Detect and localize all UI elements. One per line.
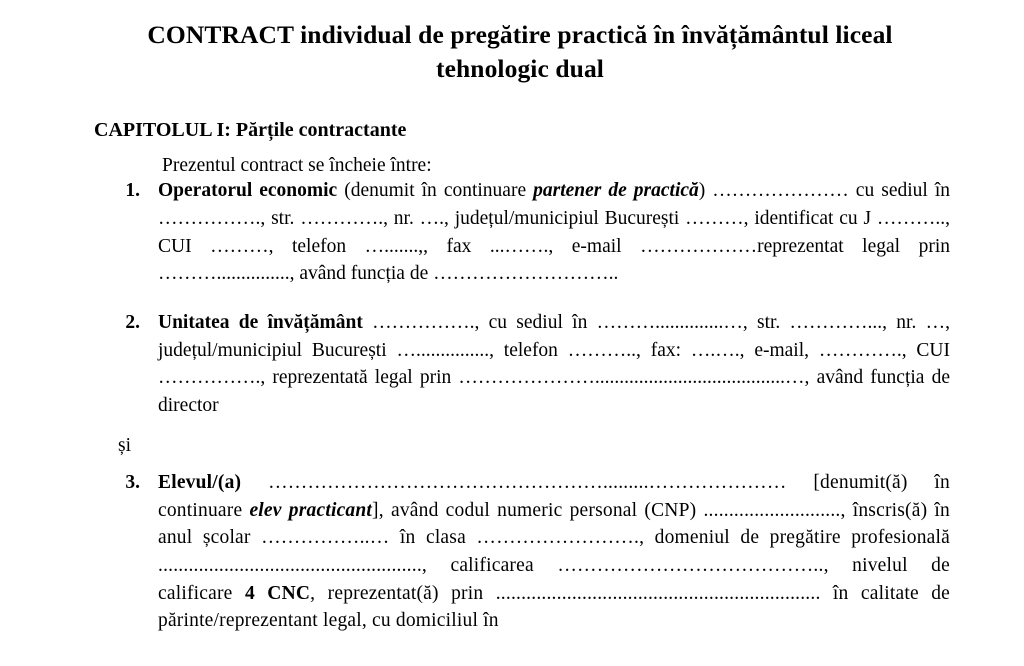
party-text-1: (denumit în continuare (337, 180, 534, 202)
party-text-1: …………………………………………….........………………… [denumit(ă) în continuare (158, 471, 950, 521)
list-item-body (158, 309, 954, 420)
conjunction-line: și (118, 434, 132, 456)
party-emphasis: partener de practică (533, 180, 699, 202)
list-item-number: 1. (125, 180, 140, 202)
list-item (90, 469, 954, 635)
list-item-number: 3. (125, 471, 140, 493)
party-text-2: ) ………………… cu sediul în ……………., str. …………., nr. …., județul/municipiul București ………, identificat cu J ……….., CUI ………, telefon ….......,, fax ...……., e-mail ………………reprezentat legal prin ………..............., având funcția de ……………………….. (158, 180, 950, 285)
intro-paragraph: Prezentul contract se încheie între: (162, 155, 432, 177)
chapter-heading: CAPITOLUL I: Părțile contractante (94, 119, 407, 142)
party-text-1: ……………., cu sediul în ………..............…, str. …………..., nr. …, județul/municipiul București …..............., telefon ……….., fax: ….…., e-mail, …………., CUI ……………., reprezentată legal prin ………………….......................................…, având funcția de director (158, 312, 950, 417)
parties-list (90, 177, 954, 635)
list-item-body (158, 177, 954, 288)
party-lead-label: Elevul/(a) (158, 471, 242, 493)
party-lead-label: Unitatea de învățământ (158, 312, 363, 334)
list-item (90, 309, 954, 420)
list-item-body (158, 469, 954, 635)
party-lead-label: Operatorul economic (158, 180, 338, 202)
party-text-3: , reprezentat(ă) prin ................................................................ în calitate de părinte/reprezentant legal, cu domiciliul în (158, 582, 951, 632)
qualification-level: 4 CNC (244, 582, 311, 604)
party-text-2: ], având codul numeric personal (CNP) ..........................., înscris(ă) în anul școlar ……………..… în clasa ……………………., domeniul de pregătire profesională ...................................................., calificarea ………………………………….., nivelul de calificare (158, 499, 951, 604)
page-title: CONTRACT individual de pregătire practică în învățământul liceal tehnologic dual (147, 20, 893, 83)
party-emphasis: elev practicant (249, 499, 373, 521)
list-item (90, 177, 954, 288)
list-item-number: 2. (125, 312, 140, 334)
